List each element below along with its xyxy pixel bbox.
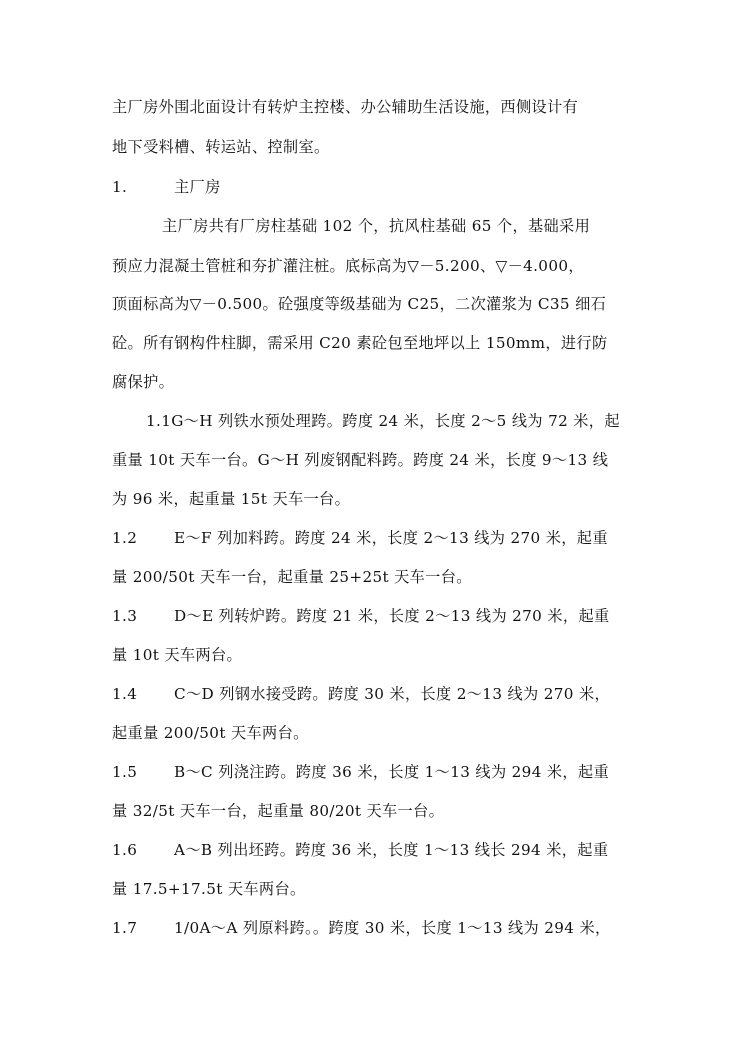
item-1-1-line-3: 为 96 米，起重量 15t 天车一台。 — [112, 490, 351, 508]
item-1-6-line-2: 量 17.5+17.5t 天车两台。 — [112, 880, 306, 898]
foundation-line-2: 预应力混凝土管桩和夯扩灌注桩。底标高为▽－5.200、▽－4.000， — [112, 257, 584, 275]
item-1-5-line-2: 量 32/5t 天车一台，起重量 80/20t 天车一台。 — [112, 802, 445, 820]
item-1-6-text: A～B 列出坯跨。跨度 36 米，长度 1～13 线长 294 米，起重 — [174, 841, 609, 859]
item-1-7-text: 1/0A～A 列原料跨。。跨度 30 米，长度 1～13 线为 294 米， — [174, 919, 611, 937]
item-1-1-line-2: 重量 10t 天车一台。G～H 列废钢配料跨。跨度 24 米，长度 9～13 线 — [112, 451, 609, 469]
item-1-4-number: 1.4 — [112, 685, 138, 703]
intro-line-2: 地下受料槽、转运站、控制室。 — [112, 138, 330, 156]
item-1-3-number: 1.3 — [112, 607, 138, 625]
item-1-6-line-1 — [112, 840, 636, 860]
section-number: 1. — [112, 178, 128, 196]
foundation-line-1: 主厂房共有厂房柱基础 102 个，抗风柱基础 65 个，基础采用 — [162, 217, 591, 235]
foundation-line-3: 顶面标高为▽－0.500。砼强度等级基础为 C25，二次灌浆为 C35 细石 — [112, 295, 607, 313]
foundation-line-4: 砼。所有钢构件柱脚，需采用 C20 素砼包至地坪以上 150mm，进行防 — [112, 334, 608, 352]
item-1-6-number: 1.6 — [112, 841, 138, 859]
item-1-3-text: D～E 列转炉跨。跨度 21 米，长度 2～13 线为 270 米，起重 — [174, 607, 610, 625]
item-1-5-line-1 — [112, 762, 636, 782]
item-1-3-line-1 — [112, 606, 636, 626]
foundation-line-5: 腐保护。 — [112, 373, 175, 391]
item-1-1-line-1: 1.1G～H 列铁水预处理跨。跨度 24 米，长度 2～5 线为 72 米，起 — [146, 412, 620, 430]
item-1-3-line-2: 量 10t 天车两台。 — [112, 646, 243, 664]
item-1-2-line-2: 量 200/50t 天车一台，起重量 25+25t 天车一台。 — [112, 568, 472, 586]
intro-line-1: 主厂房外围北面设计有转炉主控楼、办公辅助生活设施，西侧设计有 — [112, 98, 579, 116]
item-1-5-text: B～C 列浇注跨。跨度 36 米，长度 1～13 线为 294 米，起重 — [174, 763, 610, 781]
item-1-5-number: 1.5 — [112, 763, 138, 781]
item-1-4-line-1 — [112, 684, 636, 704]
section-heading — [112, 177, 636, 197]
item-1-4-line-2: 起重量 200/50t 天车两台。 — [112, 724, 309, 742]
item-1-7-line-1 — [112, 918, 636, 938]
item-1-2-line-1 — [112, 528, 636, 548]
item-1-7-number: 1.7 — [112, 919, 138, 937]
item-1-4-text: C～D 列钢水接受跨。跨度 30 米，长度 2～13 线为 270 米， — [174, 685, 611, 703]
section-title: 主厂房 — [174, 178, 221, 196]
item-1-2-number: 1.2 — [112, 529, 138, 547]
item-1-2-text: E～F 列加料跨。跨度 24 米，长度 2～13 线为 270 米，起重 — [174, 529, 608, 547]
